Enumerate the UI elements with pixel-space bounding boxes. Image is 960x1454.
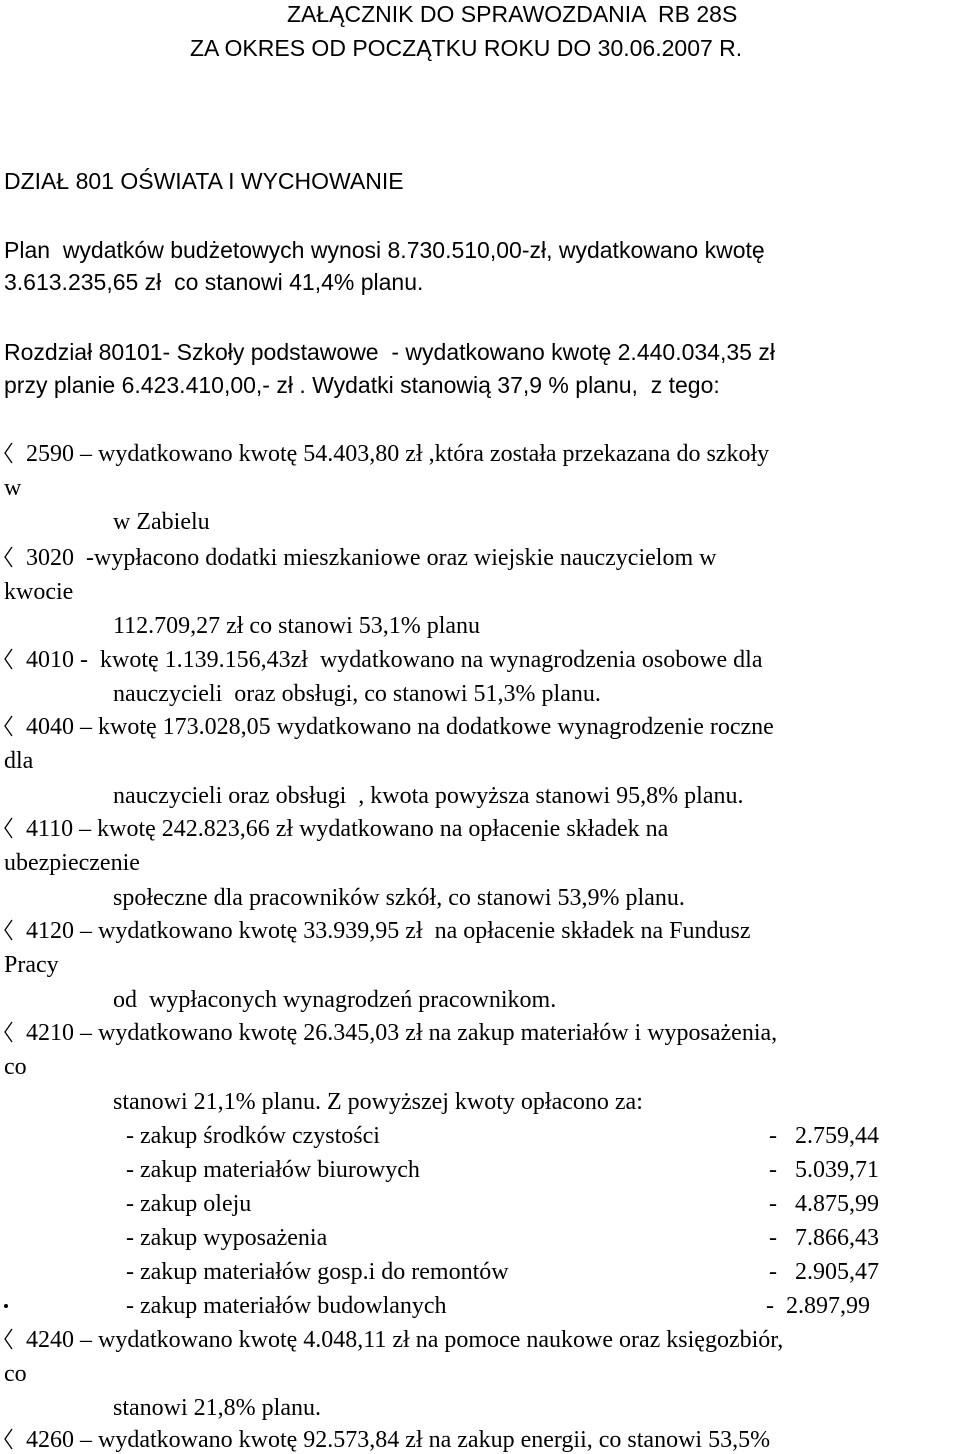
item-2590-line-1: 2590 – wydatkowano kwotę 54.403,80 zł ,która została przekazana do szkoły [26, 441, 770, 467]
rozdzial-line-1: Rozdział 80101- Szkoły podstawowe - wydatkowano kwotę 2.440.034,35 zł [4, 339, 775, 365]
breakdown-amount: - 7.866,43 [769, 1225, 879, 1251]
breakdown-amount: - 2.905,47 [769, 1259, 879, 1285]
arrowhead-bullet-icon [4, 648, 13, 670]
item-4210-line-2: co [4, 1054, 27, 1080]
breakdown-amount: - 5.039,71 [769, 1157, 879, 1183]
arrowhead-bullet-icon [4, 1328, 13, 1350]
intro-line-1: Plan wydatków budżetowych wynosi 8.730.510,00-zł, wydatkowano kwotę [4, 237, 765, 263]
breakdown-amount: - 2.759,44 [769, 1123, 879, 1149]
item-4240-line-3: stanowi 21,8% planu. [113, 1395, 321, 1421]
intro-line-2: 3.613.235,65 zł co stanowi 41,4% planu. [4, 269, 424, 295]
breakdown-label: - zakup wyposażenia [126, 1225, 328, 1251]
bullet-dot-icon [4, 1304, 8, 1308]
item-4210-line-1: 4210 – wydatkowano kwotę 26.345,03 zł na zakup materiałów i wyposażenia, [26, 1020, 778, 1046]
item-4110-line-3: społeczne dla pracowników szkół, co stanowi 53,9% planu. [113, 885, 685, 911]
item-2590-line-2: w [4, 475, 22, 501]
item-4120-line-1: 4120 – wydatkowano kwotę 33.939,95 zł na opłacenie składek na Fundusz [26, 918, 751, 944]
item-4210-line-3: stanowi 21,1% planu. Z powyższej kwoty opłacono za: [113, 1089, 643, 1115]
item-4010-line-2: nauczycieli oraz obsługi, co stanowi 51,3% planu. [113, 681, 601, 707]
item-4260-line-1: 4260 – wydatkowano kwotę 92.573,84 zł na zakup energii, co stanowi 53,5% [26, 1427, 771, 1453]
item-4120-line-2: Pracy [4, 952, 59, 978]
item-4120-line-3: od wypłaconych wynagrodzeń pracownikom. [113, 987, 557, 1013]
item-3020-line-1: 3020 -wypłacono dodatki mieszkaniowe oraz wiejskie nauczycielom w [26, 545, 717, 571]
item-4040-line-3: nauczycieli oraz obsługi , kwota powyższa stanowi 95,8% planu. [113, 783, 744, 809]
header-line-1: ZAŁĄCZNIK DO SPRAWOZDANIA RB 28S [287, 1, 738, 27]
breakdown-amount: - 2.897,99 [766, 1293, 870, 1319]
item-4240-line-2: co [4, 1361, 27, 1387]
breakdown-label: - zakup materiałów biurowych [126, 1157, 420, 1183]
item-4240-line-1: 4240 – wydatkowano kwotę 4.048,11 zł na pomoce naukowe oraz księgozbiór, [26, 1327, 784, 1353]
item-2590-line-3: w Zabielu [113, 509, 210, 535]
item-4110-line-1: 4110 – kwotę 242.823,66 zł wydatkowano na opłacenie składek na [26, 816, 669, 842]
arrowhead-bullet-icon [4, 1021, 13, 1043]
arrowhead-bullet-icon [4, 442, 13, 464]
arrowhead-bullet-icon [4, 919, 13, 941]
breakdown-label: - zakup oleju [126, 1191, 252, 1217]
breakdown-amount: - 4.875,99 [769, 1191, 879, 1217]
arrowhead-bullet-icon [4, 715, 13, 737]
section-title: DZIAŁ 801 OŚWIATA I WYCHOWANIE [4, 168, 404, 194]
item-4040-line-1: 4040 – kwotę 173.028,05 wydatkowano na dodatkowe wynagrodzenie roczne [26, 714, 774, 740]
breakdown-label: - zakup środków czystości [126, 1123, 380, 1149]
item-3020-line-2: kwocie [4, 579, 74, 605]
arrowhead-bullet-icon [4, 546, 13, 568]
item-4110-line-2: ubezpieczenie [4, 850, 140, 876]
arrowhead-bullet-icon [4, 1428, 13, 1450]
rozdzial-line-2: przy planie 6.423.410,00,- zł . Wydatki stanowią 37,9 % planu, z tego: [4, 372, 720, 398]
header-line-2: ZA OKRES OD POCZĄTKU ROKU DO 30.06.2007 R. [190, 35, 743, 61]
arrowhead-bullet-icon [4, 817, 13, 839]
breakdown-label: - zakup materiałów budowlanych [126, 1293, 447, 1319]
breakdown-label: - zakup materiałów gosp.i do remontów [126, 1259, 509, 1285]
item-4040-line-2: dla [4, 748, 34, 774]
item-3020-line-3: 112.709,27 zł co stanowi 53,1% planu [113, 613, 481, 639]
item-4010-line-1: 4010 - kwotę 1.139.156,43zł wydatkowano na wynagrodzenia osobowe dla [26, 647, 763, 673]
